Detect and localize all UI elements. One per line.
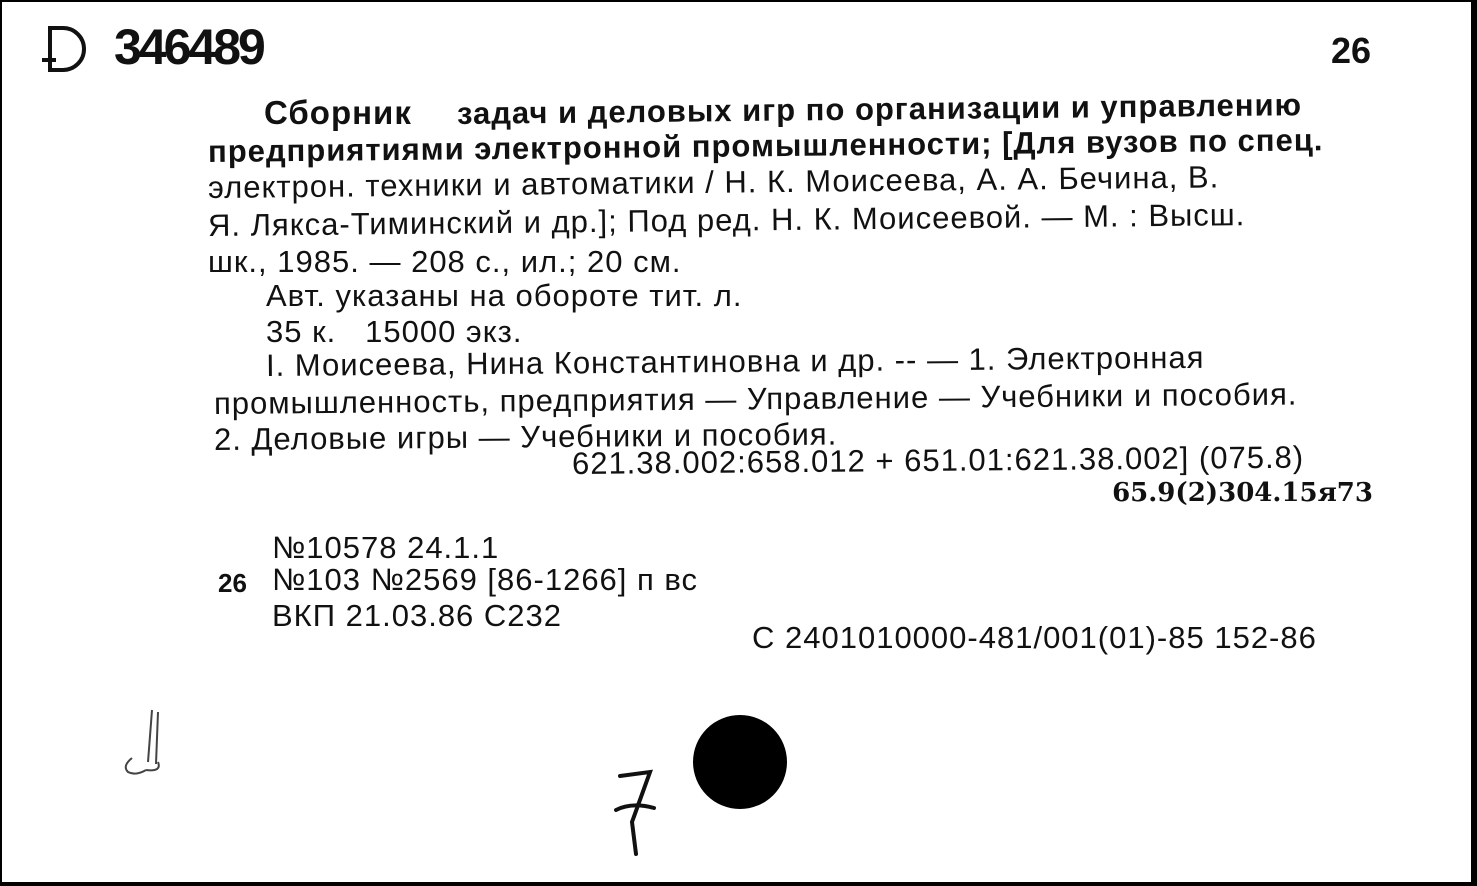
udc-code: 621.38.002:658.012 + 651.01:621.38.002] (075.8) [571,439,1305,481]
letter-d-mark [48,26,86,72]
text-line-6: Авт. указаны на обороте тит. л. [266,278,743,313]
text-line-1: задач и деловых игр по организации и управлению [456,87,1303,131]
card-number: 346489 [114,19,263,75]
punch-dot [693,715,787,809]
text-line-4: Я. Лякса-Тиминский и др.]; Под ред. Н. К. Моисеевой. — М. : Высш. [207,197,1246,243]
title-word: Сборник [264,94,412,131]
text-line-3: электрон. техники и автоматики / Н. К. Моисеева, А. А. Бечина, В. [207,159,1220,205]
text-line-10: 2. Деловые игры — Учебники и пособия. [213,416,838,457]
registry-line-3: ВКП 21.03.86 С232 [272,598,563,633]
bbk-code: 65.9(2)304.15я73 [1112,478,1373,508]
text-line-7: 35 к. 15000 экз. [266,314,523,349]
handwritten-scribble-icon [112,702,182,782]
text-line-2: предприятиями электронной промышленности; [Для вузов по спец. [207,122,1324,169]
registry-prefix: 26 [218,568,247,598]
page-number: 26 [1330,30,1371,71]
registry-line-2: №103 №2569 [86-1266] п вс [272,562,699,597]
registry-line-1: №10578 24.1.1 [272,530,500,565]
catalog-code: С 2401010000-481/001(01)-85 152-86 [752,620,1317,655]
text-line-5: шк., 1985. — 208 с., ил.; 20 см. [208,244,682,279]
handwritten-seven-icon [602,762,682,862]
text-line-9: промышленность, предприятия — Управление — Учебники и пособия. [213,376,1298,421]
text-line-8: I. Моисеева, Нина Константиновна и др. -- — 1. Электронная [265,339,1205,383]
